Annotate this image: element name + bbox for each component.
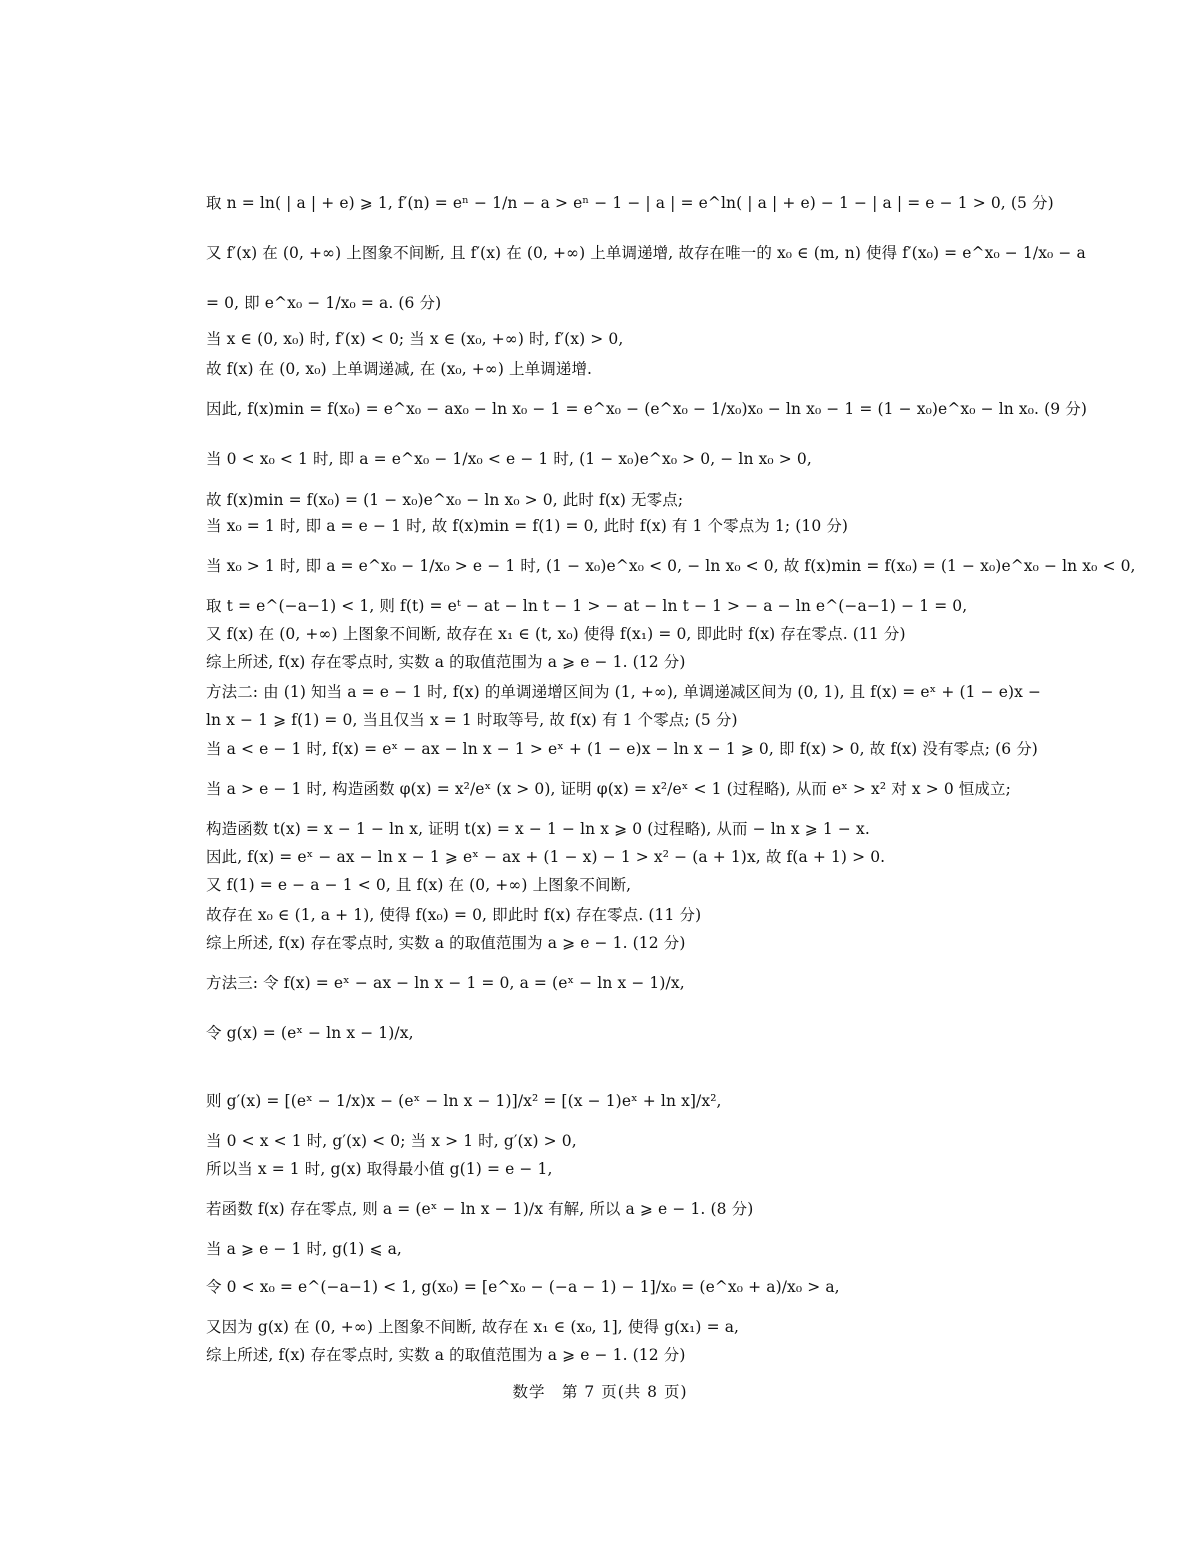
solution-line: 构造函数 t(x) = x − 1 − ln x, 证明 t(x) = x − 1 − ln x ⩾ 0 (过程略), 从而 − ln x ⩾ 1 − x. — [206, 820, 870, 838]
solution-line: = 0, 即 e^x₀ − 1/x₀ = a. (6 分) — [206, 294, 442, 312]
solution-line: 当 x₀ > 1 时, 即 a = e^x₀ − 1/x₀ > e − 1 时, (1 − x₀)e^x₀ < 0, − ln x₀ < 0, 故 f(x)min = f(x₀) = (1 − x₀)e^x₀ − ln x₀ < 0, — [206, 557, 1136, 575]
solution-line: 当 0 < x₀ < 1 时, 即 a = e^x₀ − 1/x₀ < e − 1 时, (1 − x₀)e^x₀ > 0, − ln x₀ > 0, — [206, 450, 812, 468]
solution-line: 当 a > e − 1 时, 构造函数 φ(x) = x²/eˣ (x > 0), 证明 φ(x) = x²/eˣ < 1 (过程略), 从而 eˣ > x² 对 x > 0 恒成立; — [206, 780, 1011, 798]
solution-line: 取 t = e^(−a−1) < 1, 则 f(t) = eᵗ − at − ln t − 1 > − at − ln t − 1 > − a − ln e^(−a−1) − 1 = 0, — [206, 597, 968, 615]
solution-line: 综上所述, f(x) 存在零点时, 实数 a 的取值范围为 a ⩾ e − 1. (12 分) — [206, 653, 686, 671]
solution-line: 又 f(1) = e − a − 1 < 0, 且 f(x) 在 (0, +∞) 上图象不间断, — [206, 876, 632, 894]
page-footer: 数学 第 7 页(共 8 页) — [512, 1383, 688, 1401]
solution-line: 又因为 g(x) 在 (0, +∞) 上图象不间断, 故存在 x₁ ∈ (x₀, 1], 使得 g(x₁) = a, — [206, 1318, 740, 1336]
solution-line: 方法三: 令 f(x) = eˣ − ax − ln x − 1 = 0, a = (eˣ − ln x − 1)/x, — [206, 974, 685, 992]
solution-line: 故 f(x) 在 (0, x₀) 上单调递减, 在 (x₀, +∞) 上单调递增. — [206, 360, 593, 378]
solution-line: 令 g(x) = (eˣ − ln x − 1)/x, — [206, 1024, 414, 1042]
solution-line: 又 f′(x) 在 (0, +∞) 上图象不间断, 且 f′(x) 在 (0, +∞) 上单调递增, 故存在唯一的 x₀ ∈ (m, n) 使得 f′(x₀) = e^x₀ − 1/x₀ − a — [206, 244, 1086, 262]
solution-line: 取 n = ln( | a | + e) ⩾ 1, f′(n) = eⁿ − 1/n − a > eⁿ − 1 − | a | = e^ln( | a | + e) − 1 − | a | = e − 1 > 0, (5 分) — [206, 194, 1054, 212]
solution-line: 综上所述, f(x) 存在零点时, 实数 a 的取值范围为 a ⩾ e − 1. (12 分) — [206, 934, 686, 952]
solution-line: 当 x ∈ (0, x₀) 时, f′(x) < 0; 当 x ∈ (x₀, +∞) 时, f′(x) > 0, — [206, 330, 624, 348]
solution-line: 因此, f(x)min = f(x₀) = e^x₀ − ax₀ − ln x₀ − 1 = e^x₀ − (e^x₀ − 1/x₀)x₀ − ln x₀ − 1 = (1 − x₀)e^x₀ − ln x₀. (9 分) — [206, 400, 1087, 418]
solution-line: 综上所述, f(x) 存在零点时, 实数 a 的取值范围为 a ⩾ e − 1. (12 分) — [206, 1346, 686, 1364]
solution-line: 因此, f(x) = eˣ − ax − ln x − 1 ⩾ eˣ − ax + (1 − x) − 1 > x² − (a + 1)x, 故 f(a + 1) > 0. — [206, 848, 886, 866]
solution-line: 又 f(x) 在 (0, +∞) 上图象不间断, 故存在 x₁ ∈ (t, x₀) 使得 f(x₁) = 0, 即此时 f(x) 存在零点. (11 分) — [206, 625, 906, 643]
solution-line: 方法二: 由 (1) 知当 a = e − 1 时, f(x) 的单调递增区间为 (1, +∞), 单调递减区间为 (0, 1), 且 f(x) = eˣ + (1 − e)x − — [206, 683, 1042, 701]
solution-line: 当 0 < x < 1 时, g′(x) < 0; 当 x > 1 时, g′(x) > 0, — [206, 1132, 577, 1150]
solution-line: 则 g′(x) = [(eˣ − 1/x)x − (eˣ − ln x − 1)]/x² = [(x − 1)eˣ + ln x]/x², — [206, 1092, 722, 1110]
solution-line: ln x − 1 ⩾ f(1) = 0, 当且仅当 x = 1 时取等号, 故 f(x) 有 1 个零点; (5 分) — [206, 711, 738, 729]
solution-line: 当 a ⩾ e − 1 时, g(1) ⩽ a, — [206, 1240, 402, 1258]
solution-line: 所以当 x = 1 时, g(x) 取得最小值 g(1) = e − 1, — [206, 1160, 553, 1178]
solution-line: 当 x₀ = 1 时, 即 a = e − 1 时, 故 f(x)min = f(1) = 0, 此时 f(x) 有 1 个零点为 1; (10 分) — [206, 517, 849, 535]
solution-line: 令 0 < x₀ = e^(−a−1) < 1, g(x₀) = [e^x₀ − (−a − 1) − 1]/x₀ = (e^x₀ + a)/x₀ > a, — [206, 1278, 840, 1296]
solution-line: 当 a < e − 1 时, f(x) = eˣ − ax − ln x − 1 > eˣ + (1 − e)x − ln x − 1 ⩾ 0, 即 f(x) > 0, 故 f(x) 没有零点; (6 分) — [206, 740, 1038, 758]
solution-line: 若函数 f(x) 存在零点, 则 a = (eˣ − ln x − 1)/x 有解, 所以 a ⩾ e − 1. (8 分) — [206, 1200, 754, 1218]
solution-line: 故存在 x₀ ∈ (1, a + 1), 使得 f(x₀) = 0, 即此时 f(x) 存在零点. (11 分) — [206, 906, 702, 924]
solution-line: 故 f(x)min = f(x₀) = (1 − x₀)e^x₀ − ln x₀ > 0, 此时 f(x) 无零点; — [206, 491, 684, 509]
